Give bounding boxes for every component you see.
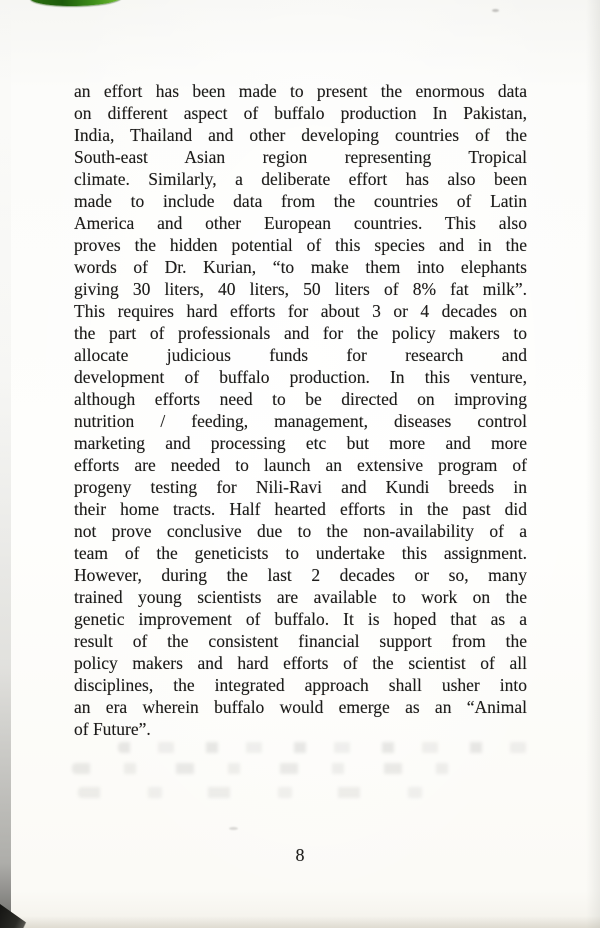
text-line: on different aspect of buffalo production In Pakistan, <box>74 103 527 123</box>
text-line: development of buffalo production. In this venture, <box>74 367 527 387</box>
text-line: policy makers and hard efforts of the scientist of all <box>74 653 527 673</box>
text-line: their home tracts. Half hearted efforts in the past did <box>74 499 527 519</box>
bleed-through-artifact <box>118 742 538 753</box>
text-line: trained young scientists are available to work on the <box>74 587 527 607</box>
text-line: marketing and processing etc but more and more <box>74 433 527 453</box>
text-line: made to include data from the countries of Latin <box>74 191 527 211</box>
text-line: team of the geneticists to undertake this assignment. <box>74 543 527 563</box>
page-right-edge-shadow <box>586 0 600 928</box>
text-line: India, Thailand and other developing countries of the <box>74 125 527 145</box>
text-line: efforts are needed to launch an extensive program of <box>74 455 527 475</box>
text-line: progeny testing for Nili-Ravi and Kundi breeds in <box>74 477 527 497</box>
text-line: nutrition / feeding, management, diseases control <box>74 411 527 431</box>
text-line: genetic improvement of buffalo. It is hoped that as a <box>74 609 527 629</box>
text-line: words of Dr. Kurian, “to make them into elephants <box>74 257 527 277</box>
text-line: America and other European countries. This also <box>74 213 527 233</box>
page-number: 8 <box>295 845 305 865</box>
text-line: giving 30 liters, 40 liters, 50 liters of 8% fat milk”. <box>74 279 527 299</box>
bleed-through-artifact <box>72 763 482 774</box>
bleed-through-artifact <box>78 787 458 798</box>
book-cover-edge <box>30 0 122 7</box>
text-line: allocate judicious funds for research and <box>74 345 527 365</box>
scan-speck <box>229 827 238 830</box>
text-line: disciplines, the integrated approach shall usher into <box>74 675 527 695</box>
text-line: an era wherein buffalo would emerge as an “Animal <box>74 697 527 717</box>
page-left-edge-shadow <box>0 0 11 928</box>
scan-speck <box>492 9 499 12</box>
text-line: However, during the last 2 decades or so, many <box>74 565 527 585</box>
text-line: This requires hard efforts for about 3 or 4 decades on <box>74 301 527 321</box>
text-line: not prove conclusive due to the non-availability of a <box>74 521 527 541</box>
text-line: an effort has been made to present the enormous data <box>74 81 527 101</box>
text-line: of Future”. <box>74 719 151 739</box>
text-line: result of the consistent financial support from the <box>74 631 527 651</box>
page-bottom-edge-shadow <box>0 916 600 928</box>
text-line: proves the hidden potential of this species and in the <box>74 235 527 255</box>
text-line: South-east Asian region representing Tropical <box>74 147 527 167</box>
body-text-block <box>74 80 527 740</box>
text-line: the part of professionals and for the policy makers to <box>74 323 527 343</box>
text-line: climate. Similarly, a deliberate effort has also been <box>74 169 527 189</box>
text-line: although efforts need to be directed on improving <box>74 389 527 409</box>
